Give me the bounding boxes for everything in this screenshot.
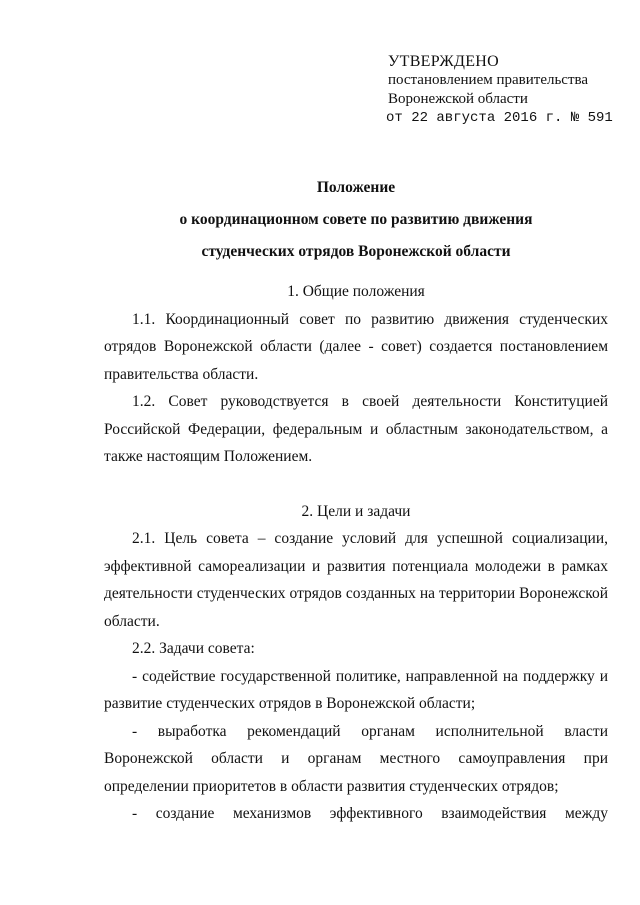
title-line-2: о координационном совете по развитию движения: [179, 211, 533, 228]
list-item-1: - содействие государственной политике, направленной на поддержку и развитие студенческих отрядов в Воронежской области;: [104, 667, 608, 712]
document-body: [104, 278, 608, 828]
paragraph-2-1: 2.1. Цель совета – создание условий для успешной социализации, эффективной самореализации и развития потенциала молодежи в рамках деятельности студенческих отрядов созданных на территории Воронежской области.: [104, 530, 608, 630]
paragraph-1-1: 1.1. Координационный совет по развитию движения студенческих отрядов Воронежской области (далее - совет) создается постановлением правительства области.: [104, 310, 608, 383]
document-title: [100, 172, 612, 268]
approval-stamp: [388, 52, 628, 128]
approval-line-1: постановлением правительства: [388, 72, 589, 88]
approval-line-2: Воронежской области: [388, 91, 528, 107]
title-line-3: студенческих отрядов Воронежской области: [201, 243, 511, 260]
section-2-heading: 2. Цели и задачи: [301, 502, 411, 520]
section-gap: [104, 471, 608, 498]
list-item-3: - создание механизмов эффективного взаимодействия между: [132, 805, 608, 822]
section-1-heading: 1. Общие положения: [287, 283, 425, 300]
paragraph-2-2: 2.2. Задачи совета:: [132, 640, 255, 657]
approval-date-line: от 22 августа 2016 г. № 591: [386, 110, 613, 126]
title-line-1: Положение: [316, 179, 396, 196]
approval-heading: УТВЕРЖДЕНО: [388, 53, 500, 70]
list-item-2: - выработка рекомендаций органам исполнительной власти Воронежской области и органам местного самоуправления при определении приоритетов в области развития студенческих отрядов;: [104, 722, 608, 795]
paragraph-1-2: 1.2. Совет руководствуется в своей деятельности Конституцией Российской Федерации, федеральным и областным законодательством, а также настоящим Положением.: [104, 393, 608, 465]
